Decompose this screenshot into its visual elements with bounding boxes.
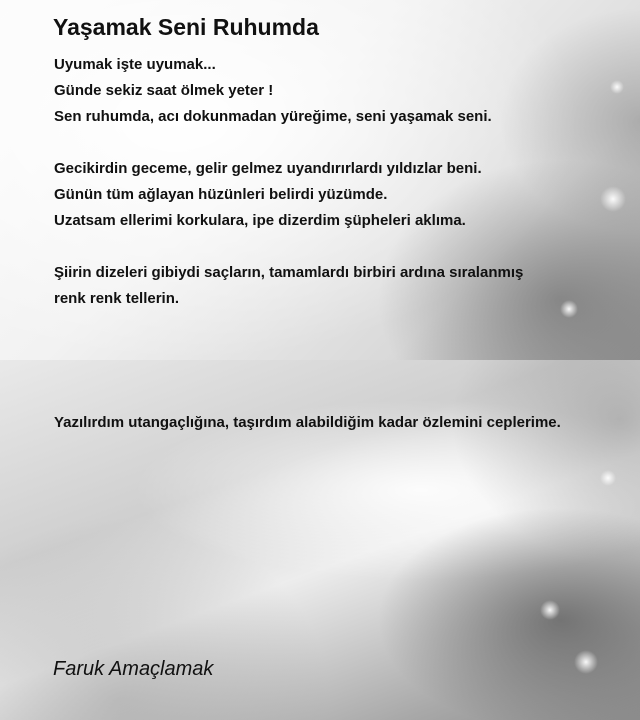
background-sparkle bbox=[574, 650, 598, 674]
poem-line: Sen ruhumda, acı dokunmadan yüreğime, seni yaşamak seni. bbox=[54, 108, 492, 125]
background-sparkle bbox=[560, 300, 578, 318]
poem-line: renk renk tellerin. bbox=[54, 290, 180, 307]
poem-line: Uyumak işte uyumak... bbox=[54, 56, 216, 73]
poem-stanza-4 bbox=[54, 410, 561, 436]
poem-line: Şiirin dizeleri gibiydi saçların, tamamlardı birbiri ardına sıralanmış bbox=[54, 264, 524, 281]
poem-stanza-2 bbox=[54, 156, 482, 234]
background-sparkle bbox=[610, 80, 624, 94]
poem-line: Günün tüm ağlayan hüzünleri belirdi yüzümde. bbox=[54, 186, 388, 203]
poem-panel-bottom bbox=[0, 360, 640, 720]
poem-line: Günde sekiz saat ölmek yeter ! bbox=[54, 82, 274, 99]
background-sparkle bbox=[600, 470, 616, 486]
poem-author: Faruk Amaçlamak bbox=[53, 658, 214, 680]
poem-line: Uzatsam ellerimi korkulara, ipe dizerdim şüpheleri aklıma. bbox=[54, 212, 466, 229]
poem-line: Gecikirdin geceme, gelir gelmez uyandırırlardı yıldızlar beni. bbox=[54, 160, 482, 177]
poem-stanza-1 bbox=[54, 52, 492, 130]
background-sparkle bbox=[600, 186, 626, 212]
poem-title: Yaşamak Seni Ruhumda bbox=[53, 14, 319, 40]
poem-line: Yazılırdım utangaçlığına, taşırdım alabildiğim kadar özlemini ceplerime. bbox=[54, 414, 561, 431]
poem-stanza-3 bbox=[54, 260, 523, 312]
background-sparkle bbox=[540, 600, 560, 620]
